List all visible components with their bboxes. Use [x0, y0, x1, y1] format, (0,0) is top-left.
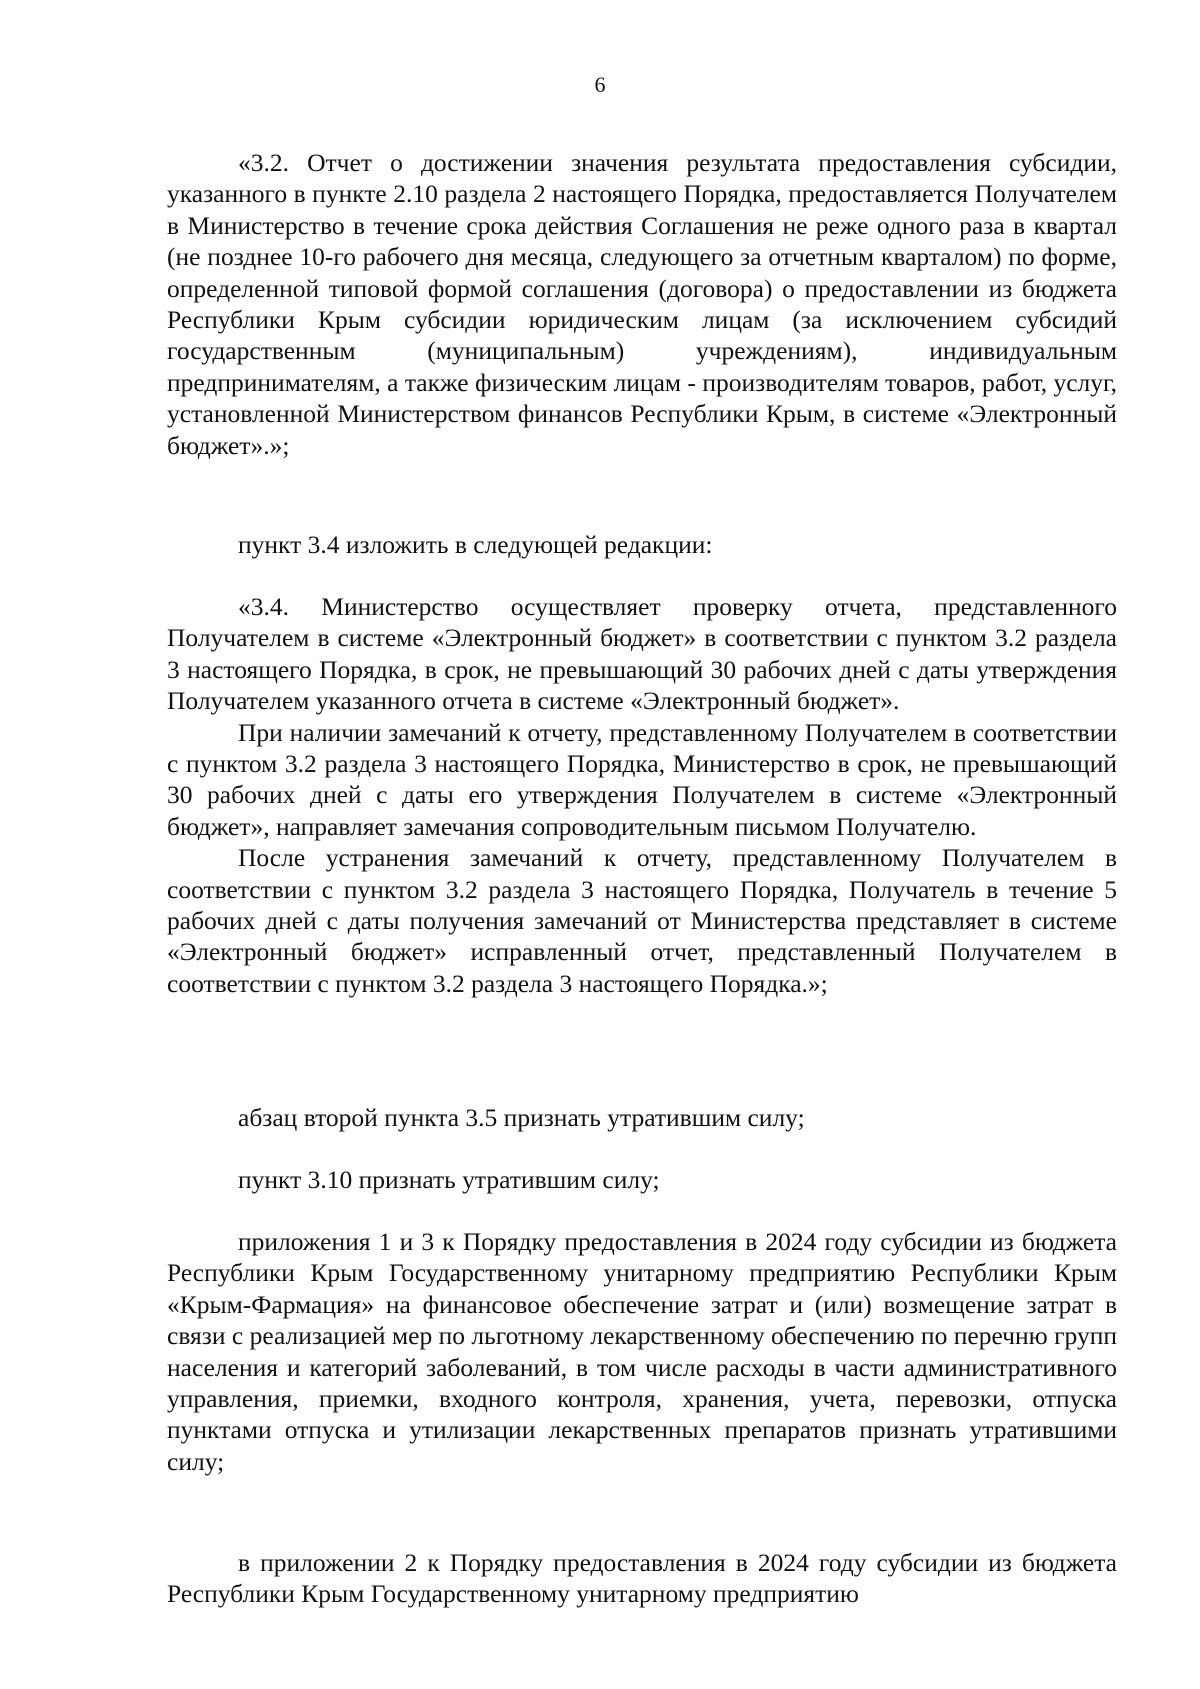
- paragraph-remarks: При наличии замечаний к отчету, представленному Получателем в соответствии с пунктом 3.2 раздела 3 настоящего Порядка, Министерство в срок, не превышающий 30 рабочих дней с даты его утверждения Получателем в системе «Электронный бюджет», направляет замечания сопроводительным письмом Получателю.: [167, 717, 1117, 841]
- paragraph-after-remarks: После устранения замечаний к отчету, представленному Получателем в соответствии с пунктом 3.2 раздела 3 настоящего Порядка, Получатель в течение 5 рабочих дней с даты получения замечаний от Министерства представляет в системе «Электронный бюджет» исправленный отчет, представленный Получателем в соответствии с пунктом 3.2 раздела 3 настоящего Порядка.»;: [167, 843, 1117, 998]
- paragraph-instruction-3-5: абзац второй пункта 3.5 признать утратившим силу;: [238, 1103, 805, 1132]
- paragraph-instruction-3-4: пункт 3.4 изложить в следующей редакции:: [238, 530, 713, 559]
- paragraph-appendix-2: в приложении 2 к Порядку предоставления в 2024 году субсидии из бюджета Республики Крым Государственному унитарному предприятию: [167, 1548, 1117, 1609]
- paragraph-clause-3-2: «3.2. Отчет о достижении значения результата предоставления субсидии, указанного в пункте 2.10 раздела 2 настоящего Порядка, предоставляется Получателем в Министерство в течение срока действия Соглашения не реже одного раза в квартал (не позднее 10-го рабочего дня месяца, следующего за отчетным кварталом) по форме, определенной типовой формой соглашения (договора) о предоставлении из бюджета Республики Крым субсидии юридическим лицам (за исключением субсидий государственным (муниципальным) учреждениям), индивидуальным предпринимателям, а также физическим лицам - производителям товаров, работ, услуг, установленной Министерством финансов Республики Крым, в системе «Электронный бюджет».»;: [167, 148, 1117, 460]
- paragraph-appendices-1-3: приложения 1 и 3 к Порядку предоставления в 2024 году субсидии из бюджета Республики Крым Государственному унитарному предприятию Республики Крым «Крым-Фармация» на финансовое обеспечение затрат и (или) возмещение затрат в связи с реализацией мер по льготному лекарственному обеспечению по перечню групп населения и категорий заболеваний, в том числе расходы в части административного управления, приемки, входного контроля, хранения, учета, перевозки, отпуска пунктами отпуска и утилизации лекарственных препаратов признать утратившими силу;: [167, 1227, 1117, 1476]
- page-number: 6: [594, 72, 606, 97]
- instruction-3-4-block: [167, 529, 1117, 560]
- clause-3-2-block: [167, 147, 1117, 461]
- appendix-2-block: [167, 1547, 1117, 1610]
- clause-3-4-block: [167, 591, 1117, 999]
- paragraph-clause-3-4: «3.4. Министерство осуществляет проверку отчета, представленного Получателем в системе «Электронный бюджет» в соответствии с пунктом 3.2 раздела 3 настоящего Порядка, в срок, не превышающий 30 рабочих дней с даты утверждения Получателем указанного отчета в системе «Электронный бюджет».: [167, 592, 1117, 716]
- appendices-1-3-block: [167, 1226, 1117, 1477]
- paragraph-instruction-3-10: пункт 3.10 признать утратившим силу;: [238, 1165, 660, 1194]
- instruction-3-10-block: [167, 1164, 1117, 1195]
- instruction-3-5-block: [167, 1102, 1117, 1133]
